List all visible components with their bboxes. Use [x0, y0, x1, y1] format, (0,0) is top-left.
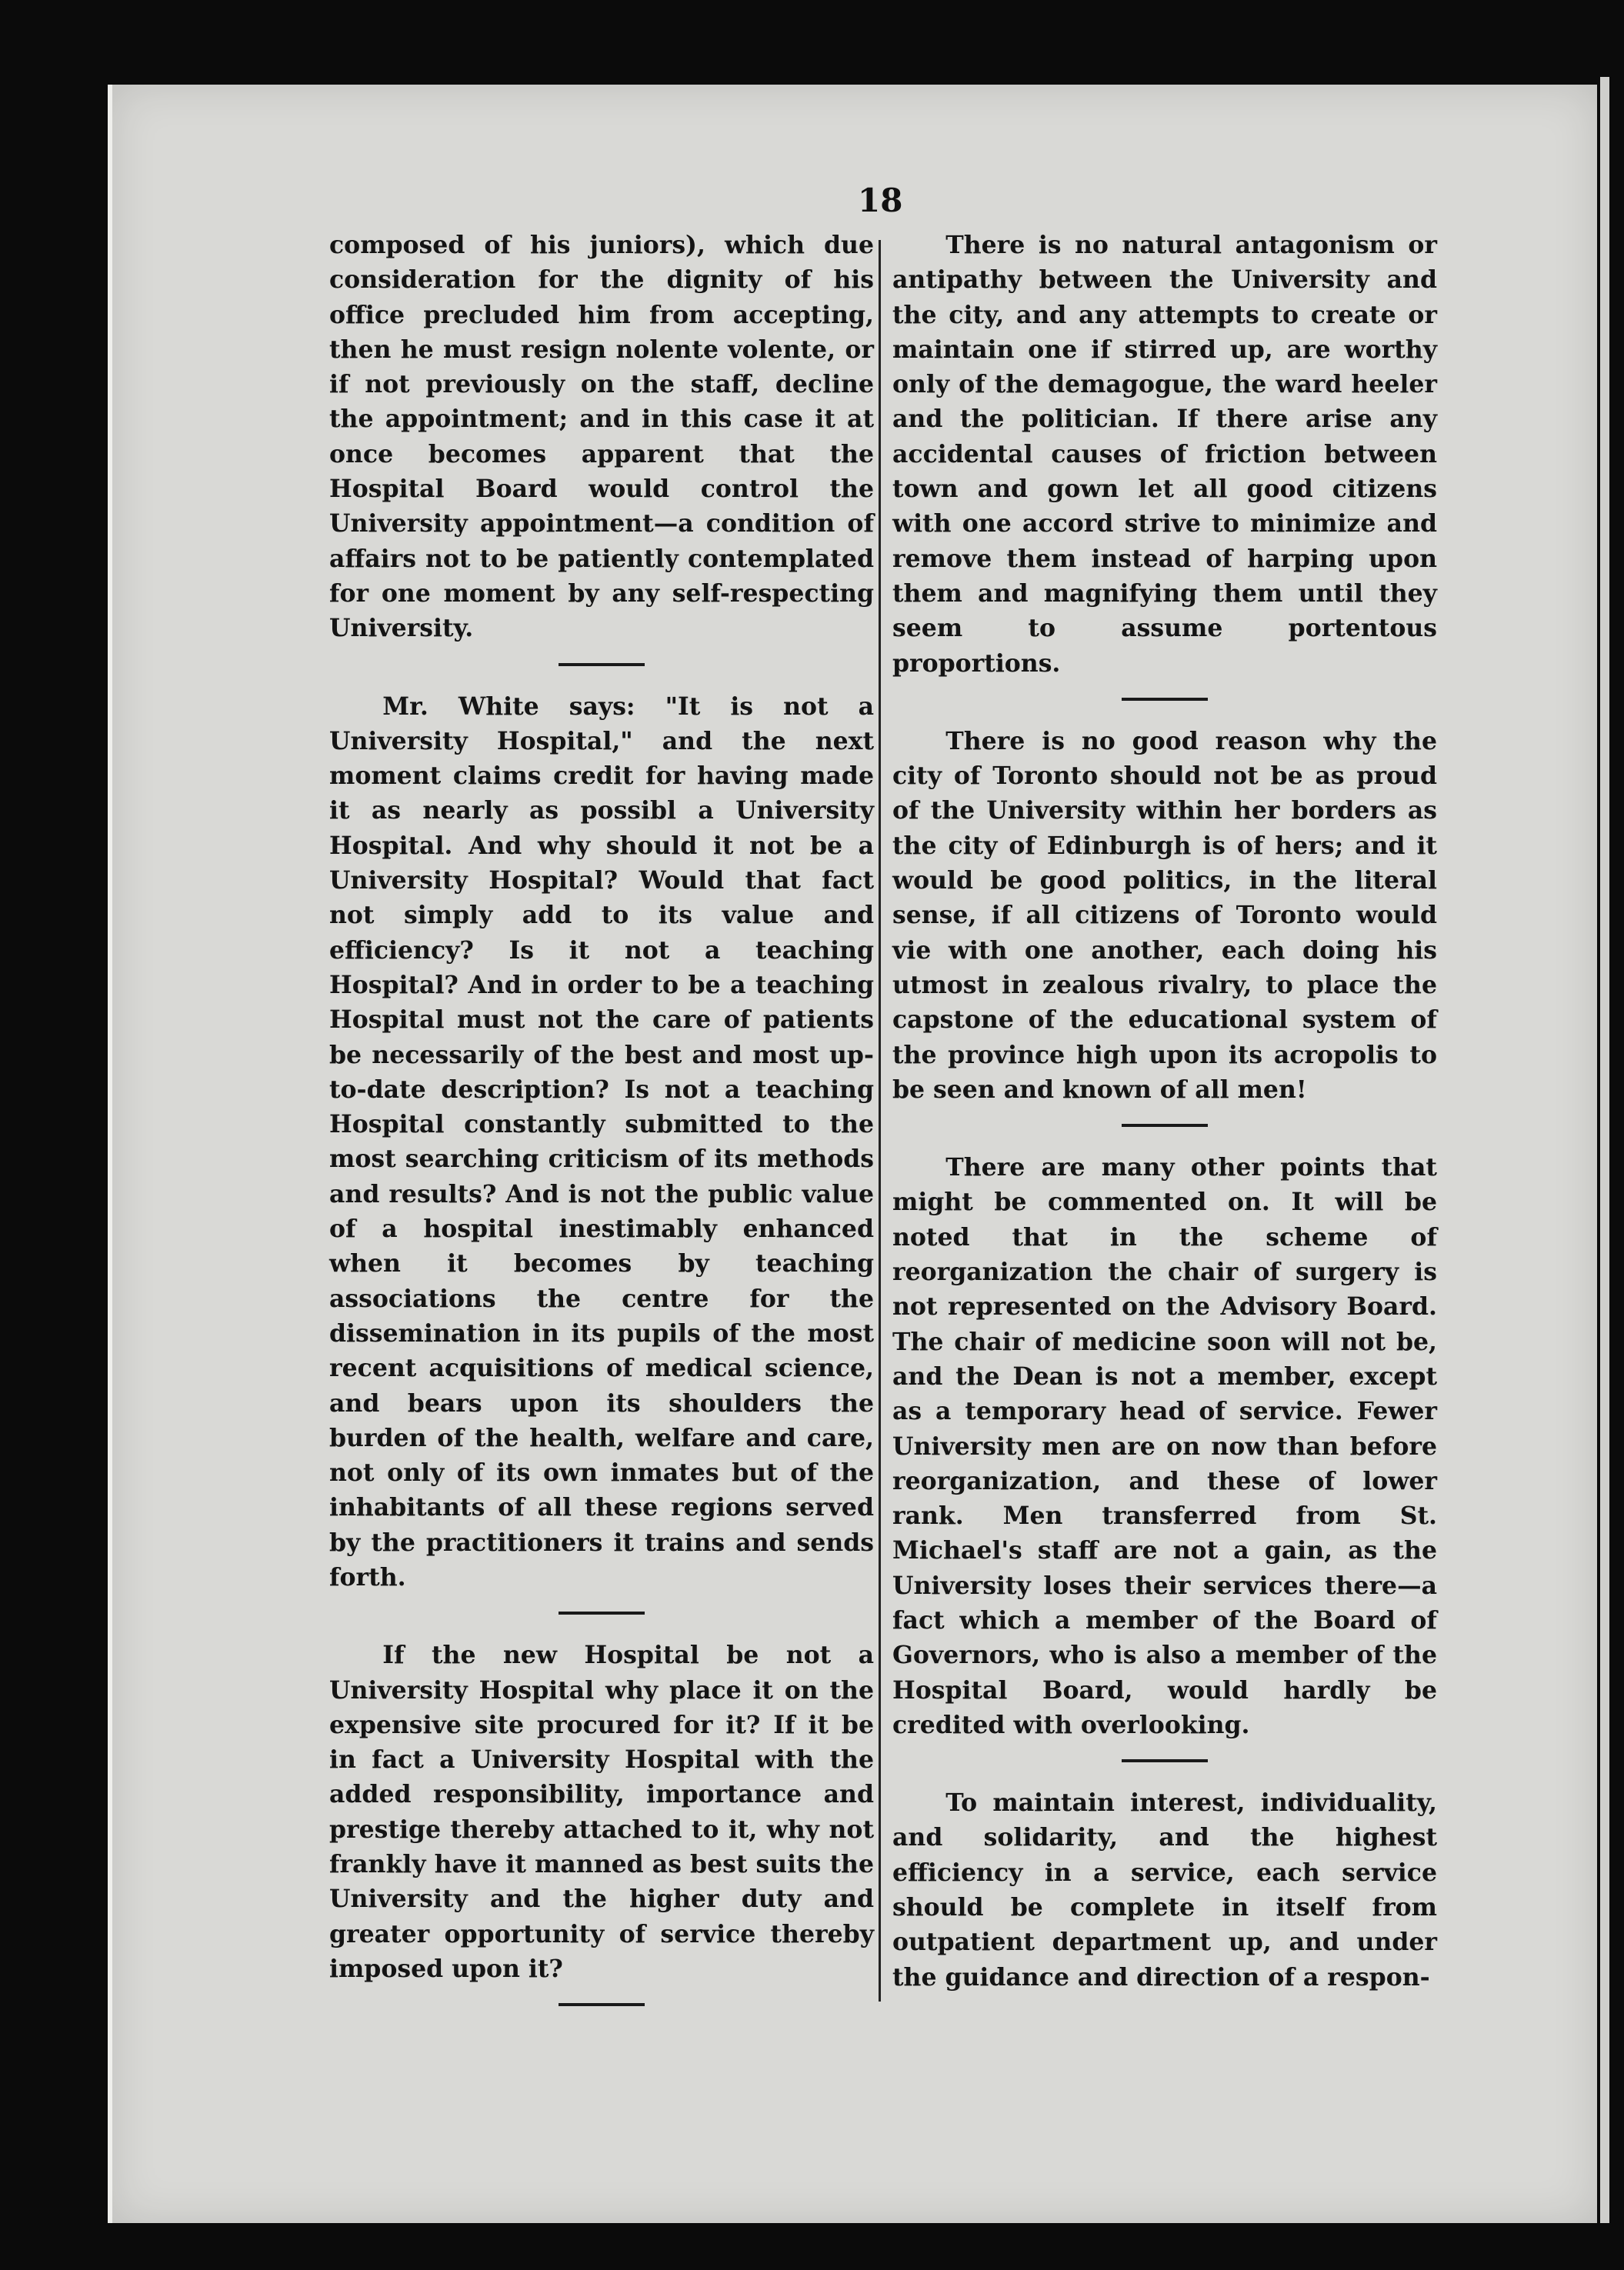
right-column [892, 228, 1437, 1995]
section-divider [1122, 698, 1208, 701]
column-rule [879, 240, 881, 2002]
paragraph: There are many other points that might be commented on. It will be noted that in the scheme of reorganization the chair of surgery is not represented on the Advisory Board. The chair of medicine soon will not be, and the Dean is not a member, except as a temporary head of service. Fewer University men are on now than before reorganization, and these of lower rank. Men transferred from St. Michael's staff are not a gain, as the University loses their services there—a fact which a member of the Board of Governors, who is also a member of the Hospital Board, would hardly be credited with overlooking. [892, 1153, 1437, 1739]
paragraph: Mr. White says: "It is not a University Hospital," and the next moment claims credit for having made it as nearly as possibl a University Hospital. And why should it not be a University Hospital? Would that fact not simply add to its value and efficiency? Is it not a teaching Hospital? And in order to be a teaching Hospital must not the care of patients be necessarily of the best and most up-to-date description? Is not a teaching Hospital constantly submitted to the most searching criticism of its methods and results? And is not the public value of a hospital inestimably enhanced when it becomes by teaching associations the centre for the dissemination in its pupils of the most recent acquisitions of medical science, and bears upon its shoulders the burden of the health, welfare and care, not only of its own inmates but of the inhabitants of all these regions served by the practitioners it trains and sends forth. [329, 692, 874, 1592]
paragraph: There is no good reason why the city of Toronto should not be as proud of the University within her borders as the city of Edinburgh is of hers; and it would be good politics, in the literal sense, if all citizens of Toronto would vie with one another, each doing his utmost in zealous rivalry, to place the capstone of the educational system of the province high upon its acropolis to be seen and known of all men! [892, 726, 1437, 1104]
paragraph: To maintain interest, individuality, and solidarity, and the highest efficiency in a service, each service should be complete in itself from outpatient department up, and under the guidance and direction of a respon- [892, 1788, 1437, 1992]
section-divider [1122, 1124, 1208, 1127]
paragraph: composed of his juniors), which due consideration for the dignity of his office precluded him from accepting, then he must resign nolente volente, or if not previously on the staff, decline the appointment; and in this case it at once becomes apparent that the Hospital Board would control the University appointment—a condition of affairs not to be patiently contemplated for one moment by any self-respecting University. [329, 231, 874, 643]
paragraph: There is no natural antagonism or antipathy between the University and the city, and any attempts to create or maintain one if stirred up, are worthy only of the demagogue, the ward heeler and the politician. If there arise any accidental causes of friction between town and gown let all good citizens with one accord strive to minimize and remove them instead of harping upon them and magnifying them until they seem to assume portentous proportions. [892, 231, 1437, 678]
page-number: 18 [858, 182, 903, 219]
paragraph: If the new Hospital be not a University Hospital why place it on the expensive site procured for it? If it be in fact a University Hospital with the added responsibility, importance and prestige thereby attached to it, why not frankly have it manned as best suits the University and the higher duty and greater opportunity of service thereby imposed upon it? [329, 1641, 874, 1983]
section-divider [559, 1612, 645, 1615]
adjacent-page-edge [1600, 77, 1609, 2223]
section-divider [559, 2003, 645, 2006]
left-column [329, 228, 874, 2029]
section-divider [559, 663, 645, 666]
section-divider [1122, 1759, 1208, 1762]
